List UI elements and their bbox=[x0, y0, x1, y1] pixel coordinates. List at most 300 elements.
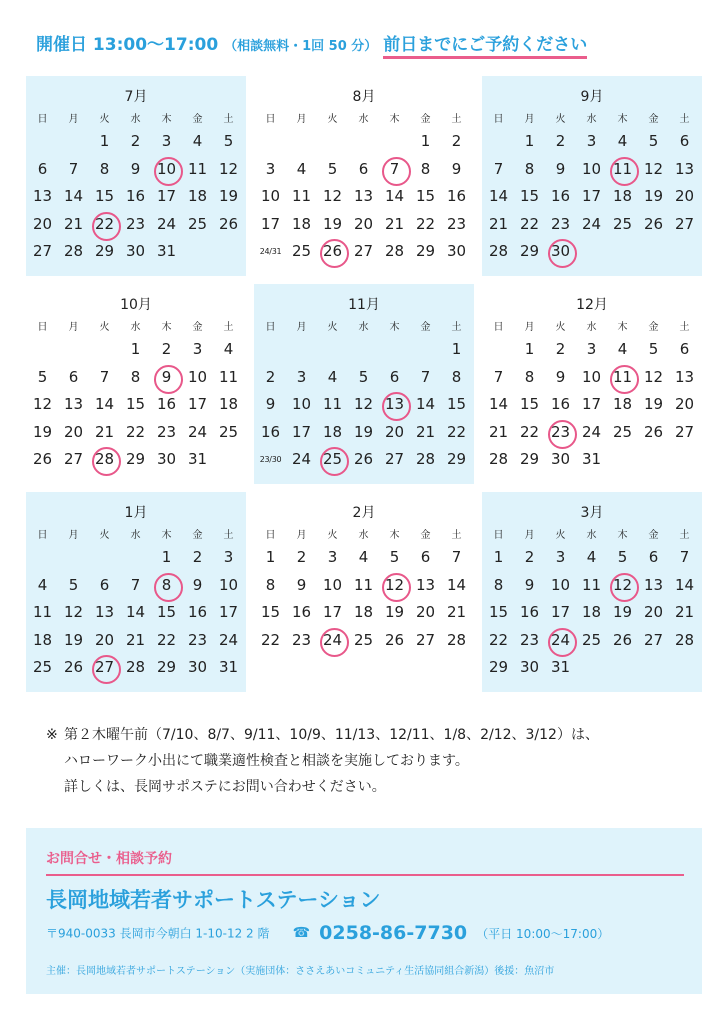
weekday-label: 日 bbox=[265, 114, 276, 125]
calendar-day: 8 bbox=[451, 367, 462, 386]
address: 〒940-0033 長岡市今朝白 1-10-12 2 階 bbox=[46, 926, 270, 941]
calendar-day: 19 bbox=[612, 603, 633, 621]
calendar-day: 25 bbox=[612, 422, 633, 441]
calendar-day: 24 bbox=[218, 630, 239, 649]
calendar-day: 22 bbox=[519, 214, 540, 233]
month-title: 10月 bbox=[120, 297, 152, 313]
phone-number[interactable]: 0258-86-7730 bbox=[319, 922, 468, 944]
note-line-1: 第２木曜午前（7/10、8/7、9/11、10/9、11/13、12/11、1/8、2/12、3/12）は、 bbox=[64, 727, 599, 743]
calendar-day: 5 bbox=[68, 575, 79, 594]
calendar-day: 18 bbox=[32, 630, 53, 649]
calendar-day: 26 bbox=[353, 450, 374, 468]
event-day-circled: 12 bbox=[379, 572, 410, 599]
calendar-day: 28 bbox=[488, 450, 509, 468]
weekday-label: 土 bbox=[679, 322, 690, 333]
calendar-day: 8 bbox=[99, 159, 110, 178]
calendar-day: 12 bbox=[322, 187, 343, 205]
calendar-day: 14 bbox=[488, 187, 509, 205]
calendar-day: 16 bbox=[519, 603, 540, 621]
calendar-day: 12 bbox=[353, 395, 374, 413]
address-row bbox=[46, 922, 609, 944]
calendar-day: 25 bbox=[32, 658, 53, 676]
calendar-day: 13 bbox=[643, 575, 664, 594]
notes bbox=[46, 722, 599, 800]
calendar-day: 16 bbox=[550, 395, 571, 413]
calendar-day: 11 bbox=[353, 575, 374, 594]
weekday-label: 日 bbox=[493, 114, 504, 125]
weekday-label: 土 bbox=[223, 114, 234, 125]
weekday-label: 日 bbox=[37, 114, 48, 125]
weekday-label: 水 bbox=[586, 322, 597, 333]
weekday-label: 水 bbox=[358, 530, 369, 541]
calendar-day: 5 bbox=[648, 340, 659, 358]
calendar-day: 7 bbox=[99, 367, 110, 386]
calendar-day: 13 bbox=[94, 603, 115, 621]
calendar-day: 29 bbox=[94, 242, 115, 260]
calendar-day: 2 bbox=[130, 132, 141, 150]
calendar-day: 24 bbox=[581, 422, 602, 441]
weekday-label: 日 bbox=[493, 322, 504, 333]
event-day-circled: 11 bbox=[607, 364, 638, 391]
calendar-day: 5 bbox=[37, 367, 48, 386]
calendar-day: 27 bbox=[415, 630, 436, 649]
weekday-label: 金 bbox=[648, 322, 659, 333]
calendar-day: 16 bbox=[550, 187, 571, 205]
contact-divider bbox=[46, 874, 684, 876]
calendar-day: 4 bbox=[586, 548, 597, 566]
calendar-day: 24 bbox=[581, 214, 602, 233]
weekday-label: 金 bbox=[192, 530, 203, 541]
calendar-day: 19 bbox=[63, 630, 84, 649]
sponsor-info: 主催：長岡地域若者サポートステーション（実施団体：ささえあいコミュニティ生活協同組合新潟）後援：魚沼市 bbox=[46, 966, 555, 977]
calendar-day: 17 bbox=[218, 603, 239, 621]
calendar-day: 16 bbox=[187, 603, 208, 621]
calendar-day: 15 bbox=[260, 603, 281, 621]
calendar-day: 20 bbox=[353, 214, 374, 233]
calendar-day: 14 bbox=[384, 187, 405, 205]
event-day-circled: 12 bbox=[607, 572, 638, 599]
calendar-day: 30 bbox=[519, 658, 540, 676]
calendar-day: 23 bbox=[125, 214, 146, 233]
weekday-label: 木 bbox=[389, 322, 400, 333]
calendar-day: 27 bbox=[674, 422, 695, 441]
event-day-circled: 24 bbox=[317, 627, 348, 654]
calendar-day: 26 bbox=[384, 630, 405, 649]
calendar-day: 11 bbox=[291, 187, 312, 205]
calendar-day: 30 bbox=[156, 450, 177, 468]
weekday-label: 金 bbox=[420, 530, 431, 541]
calendar-day: 30 bbox=[187, 658, 208, 676]
weekday-label: 火 bbox=[555, 322, 566, 333]
calendar-day: 4 bbox=[296, 159, 307, 178]
month-calendar bbox=[254, 76, 474, 276]
calendar-day: 21 bbox=[488, 214, 509, 233]
calendar-day: 2 bbox=[192, 548, 203, 566]
calendar-day: 18 bbox=[612, 187, 633, 205]
calendar-day: 17 bbox=[581, 187, 602, 205]
calendar-day: 9 bbox=[130, 159, 141, 178]
contact-label: お問合せ・相談予約 bbox=[46, 851, 172, 867]
month-calendar bbox=[26, 492, 246, 692]
weekday-label: 火 bbox=[327, 322, 338, 333]
calendar-day: 31 bbox=[550, 658, 571, 676]
weekday-label: 日 bbox=[37, 322, 48, 333]
calendar-day: 25 bbox=[187, 214, 208, 233]
weekday-label: 水 bbox=[358, 114, 369, 125]
calendar-day: 18 bbox=[612, 395, 633, 413]
weekday-label: 金 bbox=[420, 114, 431, 125]
event-day-circled: 8 bbox=[151, 572, 182, 599]
calendar-day: 7 bbox=[679, 548, 690, 566]
weekday-label: 水 bbox=[130, 322, 141, 333]
calendar-day: 11 bbox=[322, 395, 343, 413]
weekday-label: 金 bbox=[420, 322, 431, 333]
calendar-day: 17 bbox=[187, 395, 208, 413]
calendar-day: 2 bbox=[555, 132, 566, 150]
calendar-day: 31 bbox=[156, 242, 177, 260]
calendar-day: 14 bbox=[415, 395, 436, 413]
calendar-day: 27 bbox=[643, 630, 664, 649]
calendar-day: 17 bbox=[156, 187, 177, 205]
weekday-label: 火 bbox=[555, 114, 566, 125]
weekday-label: 火 bbox=[99, 322, 110, 333]
weekday-label: 土 bbox=[679, 530, 690, 541]
weekday-label: 水 bbox=[586, 530, 597, 541]
calendar-day: 19 bbox=[384, 603, 405, 621]
calendar-day: 18 bbox=[291, 214, 312, 233]
weekday-label: 日 bbox=[265, 322, 276, 333]
calendar-day: 9 bbox=[555, 159, 566, 178]
calendar-day: 7 bbox=[451, 548, 462, 566]
calendar-day: 30 bbox=[125, 242, 146, 260]
calendar-day: 19 bbox=[353, 422, 374, 441]
calendar-day: 4 bbox=[223, 340, 234, 358]
weekday-label: 土 bbox=[451, 114, 462, 125]
month-calendar bbox=[482, 492, 702, 692]
calendar-day: 6 bbox=[420, 548, 431, 566]
note-mark: ※ bbox=[46, 727, 58, 743]
calendar-day: 3 bbox=[161, 132, 172, 150]
calendar-day: 15 bbox=[125, 395, 146, 413]
calendar-day: 6 bbox=[99, 575, 110, 594]
calendar-day: 19 bbox=[322, 214, 343, 233]
weekday-label: 月 bbox=[524, 322, 535, 333]
calendar-day: 4 bbox=[192, 132, 203, 150]
month-calendar bbox=[26, 76, 246, 276]
calendar-day: 10 bbox=[550, 575, 571, 594]
weekday-label: 木 bbox=[389, 530, 400, 541]
calendar-day: 26 bbox=[63, 658, 84, 676]
calendar-day: 5 bbox=[327, 159, 338, 178]
calendar-day: 25 bbox=[291, 242, 312, 260]
calendar-day: 19 bbox=[218, 187, 239, 205]
calendar-day: 1 bbox=[161, 548, 172, 566]
calendar-day: 2 bbox=[451, 132, 462, 150]
calendar-day: 29 bbox=[519, 450, 540, 468]
calendar-day: 13 bbox=[63, 395, 84, 413]
weekday-label: 金 bbox=[648, 530, 659, 541]
calendar-day: 13 bbox=[415, 575, 436, 594]
weekday-label: 日 bbox=[265, 530, 276, 541]
calendar-day: 28 bbox=[125, 658, 146, 676]
calendar-day: 28 bbox=[446, 630, 467, 649]
event-day-circled: 11 bbox=[607, 156, 638, 183]
note-line-3: 詳しくは、長岡サポステにお問い合わせください。 bbox=[64, 779, 386, 795]
weekday-label: 金 bbox=[192, 322, 203, 333]
calendar-day: 21 bbox=[446, 603, 467, 621]
calendar-day: 8 bbox=[524, 367, 535, 386]
calendar-day: 23 bbox=[156, 422, 177, 441]
calendar-day: 24 bbox=[187, 422, 208, 441]
calendar-day: 17 bbox=[322, 603, 343, 621]
calendar-day: 23/30 bbox=[259, 455, 282, 464]
calendar-day: 14 bbox=[125, 603, 146, 621]
calendar-day: 5 bbox=[617, 548, 628, 566]
calendar-day: 23 bbox=[187, 630, 208, 649]
calendar-day: 20 bbox=[415, 603, 436, 621]
calendar-day: 17 bbox=[581, 395, 602, 413]
weekday-label: 月 bbox=[524, 114, 535, 125]
calendar-day: 14 bbox=[488, 395, 509, 413]
month-calendar bbox=[254, 284, 474, 484]
calendar-day: 1 bbox=[130, 340, 141, 358]
calendar-day: 31 bbox=[218, 658, 239, 676]
calendar-day: 20 bbox=[32, 214, 53, 233]
calendar-day: 23 bbox=[519, 630, 540, 649]
month-title: 7月 bbox=[124, 89, 148, 105]
weekday-label: 土 bbox=[451, 530, 462, 541]
phone-icon: ☎ bbox=[292, 925, 311, 941]
calendar-day: 29 bbox=[488, 658, 509, 676]
calendar-day: 3 bbox=[223, 548, 234, 566]
calendar-day: 28 bbox=[384, 242, 405, 260]
event-detail: （相談無料・1回 50 分） bbox=[224, 39, 378, 54]
calendar-day: 21 bbox=[674, 603, 695, 621]
calendar-day: 9 bbox=[192, 575, 203, 594]
calendar-day: 7 bbox=[493, 367, 504, 386]
weekday-label: 金 bbox=[192, 114, 203, 125]
calendar-day: 27 bbox=[384, 450, 405, 468]
calendar-day: 11 bbox=[187, 159, 208, 178]
weekday-label: 火 bbox=[99, 114, 110, 125]
calendar-day: 9 bbox=[296, 575, 307, 594]
calendar-day: 2 bbox=[296, 548, 307, 566]
weekday-label: 日 bbox=[493, 530, 504, 541]
event-day-circled: 30 bbox=[545, 238, 576, 265]
calendar-day: 10 bbox=[260, 187, 281, 205]
calendar-day: 25 bbox=[581, 630, 602, 649]
calendar-day: 23 bbox=[291, 630, 312, 649]
weekday-label: 土 bbox=[679, 114, 690, 125]
calendar-day: 21 bbox=[125, 630, 146, 649]
calendar-day: 21 bbox=[63, 214, 84, 233]
weekday-label: 月 bbox=[68, 322, 79, 333]
calendar-day: 25 bbox=[353, 630, 374, 649]
calendar-day: 19 bbox=[32, 422, 53, 441]
calendar-day: 25 bbox=[218, 422, 239, 441]
calendar-day: 26 bbox=[643, 214, 664, 233]
month-title: 11月 bbox=[348, 297, 380, 313]
calendar-day: 24 bbox=[291, 450, 312, 468]
weekday-label: 水 bbox=[586, 114, 597, 125]
calendar-day: 3 bbox=[555, 548, 566, 566]
calendar-day: 22 bbox=[156, 630, 177, 649]
month-calendar bbox=[254, 492, 474, 692]
calendar-day: 21 bbox=[488, 422, 509, 441]
calendar-day: 8 bbox=[265, 575, 276, 594]
calendar-day: 29 bbox=[125, 450, 146, 468]
weekday-label: 火 bbox=[99, 530, 110, 541]
calendar-day: 26 bbox=[32, 450, 53, 468]
calendar-day: 9 bbox=[451, 159, 462, 178]
calendar-day: 2 bbox=[265, 367, 276, 386]
weekday-label: 月 bbox=[524, 530, 535, 541]
month-title: 8月 bbox=[352, 89, 376, 105]
calendar-day: 10 bbox=[291, 395, 312, 413]
event-day-circled: 13 bbox=[379, 391, 410, 418]
calendar-day: 3 bbox=[586, 132, 597, 150]
calendar-day: 22 bbox=[519, 422, 540, 441]
calendar-day: 11 bbox=[581, 575, 602, 594]
calendar-day: 6 bbox=[37, 159, 48, 178]
weekday-label: 土 bbox=[451, 322, 462, 333]
calendar-day: 23 bbox=[550, 214, 571, 233]
calendar-day: 6 bbox=[68, 367, 79, 386]
calendar-day: 30 bbox=[550, 450, 571, 468]
calendar-day: 6 bbox=[679, 132, 690, 150]
month-title: 9月 bbox=[580, 89, 604, 105]
weekday-label: 火 bbox=[555, 530, 566, 541]
calendar-day: 9 bbox=[524, 575, 535, 594]
calendar-day: 1 bbox=[265, 548, 276, 566]
calendar-day: 14 bbox=[94, 395, 115, 413]
calendar-day: 1 bbox=[99, 132, 110, 150]
month-title: 3月 bbox=[580, 505, 604, 521]
calendar-day: 8 bbox=[420, 159, 431, 178]
calendar-day: 26 bbox=[612, 630, 633, 649]
calendar-day: 18 bbox=[218, 395, 239, 413]
calendar-day: 15 bbox=[446, 395, 467, 413]
calendar-day: 28 bbox=[488, 242, 509, 260]
weekday-label: 土 bbox=[223, 530, 234, 541]
calendar-day: 23 bbox=[446, 214, 467, 233]
event-day-circled: 7 bbox=[379, 156, 410, 183]
weekday-header bbox=[482, 526, 702, 540]
calendar-day: 19 bbox=[643, 187, 664, 205]
calendar-day: 6 bbox=[679, 340, 690, 358]
calendar-day: 14 bbox=[446, 575, 467, 594]
calendar-day: 7 bbox=[130, 575, 141, 594]
calendar-day: 27 bbox=[674, 214, 695, 233]
calendar-day: 15 bbox=[519, 395, 540, 413]
calendar-day: 21 bbox=[384, 214, 405, 233]
calendar-day: 16 bbox=[291, 603, 312, 621]
event-day-circled: 23 bbox=[545, 419, 576, 446]
weekday-label: 月 bbox=[68, 530, 79, 541]
contact-panel bbox=[26, 828, 702, 994]
weekday-header bbox=[26, 526, 246, 540]
calendar-day: 8 bbox=[524, 159, 535, 178]
calendar-day: 1 bbox=[524, 340, 535, 358]
calendar-day: 27 bbox=[32, 242, 53, 260]
weekday-label: 木 bbox=[389, 114, 400, 125]
weekday-header bbox=[26, 110, 246, 124]
calendar-day: 9 bbox=[555, 367, 566, 386]
calendar-day: 16 bbox=[446, 187, 467, 205]
note-line-2: ハローワーク小出にて職業適性検査と相談を実施しております。 bbox=[64, 753, 469, 769]
calendar-day: 29 bbox=[156, 658, 177, 676]
calendar-day: 22 bbox=[446, 422, 467, 441]
weekday-label: 月 bbox=[68, 114, 79, 125]
calendar-day: 10 bbox=[322, 575, 343, 594]
calendar-day: 15 bbox=[156, 603, 177, 621]
weekday-header bbox=[482, 110, 702, 124]
calendar-day: 18 bbox=[581, 603, 602, 621]
calendar-day: 25 bbox=[612, 214, 633, 233]
calendar-day: 3 bbox=[327, 548, 338, 566]
calendar-day: 17 bbox=[291, 422, 312, 441]
event-day-circled: 10 bbox=[151, 156, 182, 183]
calendar-day: 5 bbox=[648, 132, 659, 150]
weekday-header bbox=[254, 526, 474, 540]
calendar-day: 20 bbox=[63, 422, 84, 441]
calendar-day: 2 bbox=[555, 340, 566, 358]
calendar-day: 22 bbox=[260, 630, 281, 649]
calendar-day: 4 bbox=[358, 548, 369, 566]
event-day-circled: 24 bbox=[545, 627, 576, 654]
calendar-day: 1 bbox=[451, 340, 462, 358]
calendar-day: 10 bbox=[187, 367, 208, 386]
calendar-day: 20 bbox=[384, 422, 405, 441]
calendar-day: 1 bbox=[493, 548, 504, 566]
calendar-day: 24 bbox=[156, 214, 177, 233]
calendar-day: 4 bbox=[37, 575, 48, 594]
calendar-day: 20 bbox=[674, 187, 695, 205]
month-calendar bbox=[482, 284, 702, 484]
calendar-day: 11 bbox=[32, 603, 53, 621]
weekday-label: 木 bbox=[161, 322, 172, 333]
calendar-day: 16 bbox=[125, 187, 146, 205]
calendar-day: 8 bbox=[493, 575, 504, 594]
calendar-day: 18 bbox=[353, 603, 374, 621]
calendar-day: 3 bbox=[296, 367, 307, 386]
month-calendar bbox=[482, 76, 702, 276]
calendar-day: 7 bbox=[420, 367, 431, 386]
calendar-day: 13 bbox=[674, 367, 695, 386]
calendar-day: 28 bbox=[63, 242, 84, 260]
calendar-day: 29 bbox=[415, 242, 436, 260]
weekday-label: 水 bbox=[358, 322, 369, 333]
weekday-header bbox=[26, 318, 246, 332]
weekday-label: 木 bbox=[617, 530, 628, 541]
event-day-circled: 27 bbox=[89, 654, 120, 681]
calendar-day: 1 bbox=[524, 132, 535, 150]
weekday-label: 火 bbox=[327, 114, 338, 125]
weekday-label: 土 bbox=[223, 322, 234, 333]
business-hours: （平日 10:00〜17:00） bbox=[476, 926, 610, 941]
calendar-day: 31 bbox=[187, 450, 208, 468]
event-day-circled: 25 bbox=[317, 446, 348, 473]
calendar-day: 4 bbox=[617, 132, 628, 150]
calendar-day: 10 bbox=[581, 367, 602, 386]
calendar-day: 12 bbox=[218, 159, 239, 178]
calendar-day: 12 bbox=[63, 603, 84, 621]
month-title: 12月 bbox=[576, 297, 608, 313]
weekday-label: 水 bbox=[130, 114, 141, 125]
calendar-day: 11 bbox=[218, 367, 239, 386]
calendar-day: 21 bbox=[415, 422, 436, 441]
weekday-label: 火 bbox=[327, 530, 338, 541]
